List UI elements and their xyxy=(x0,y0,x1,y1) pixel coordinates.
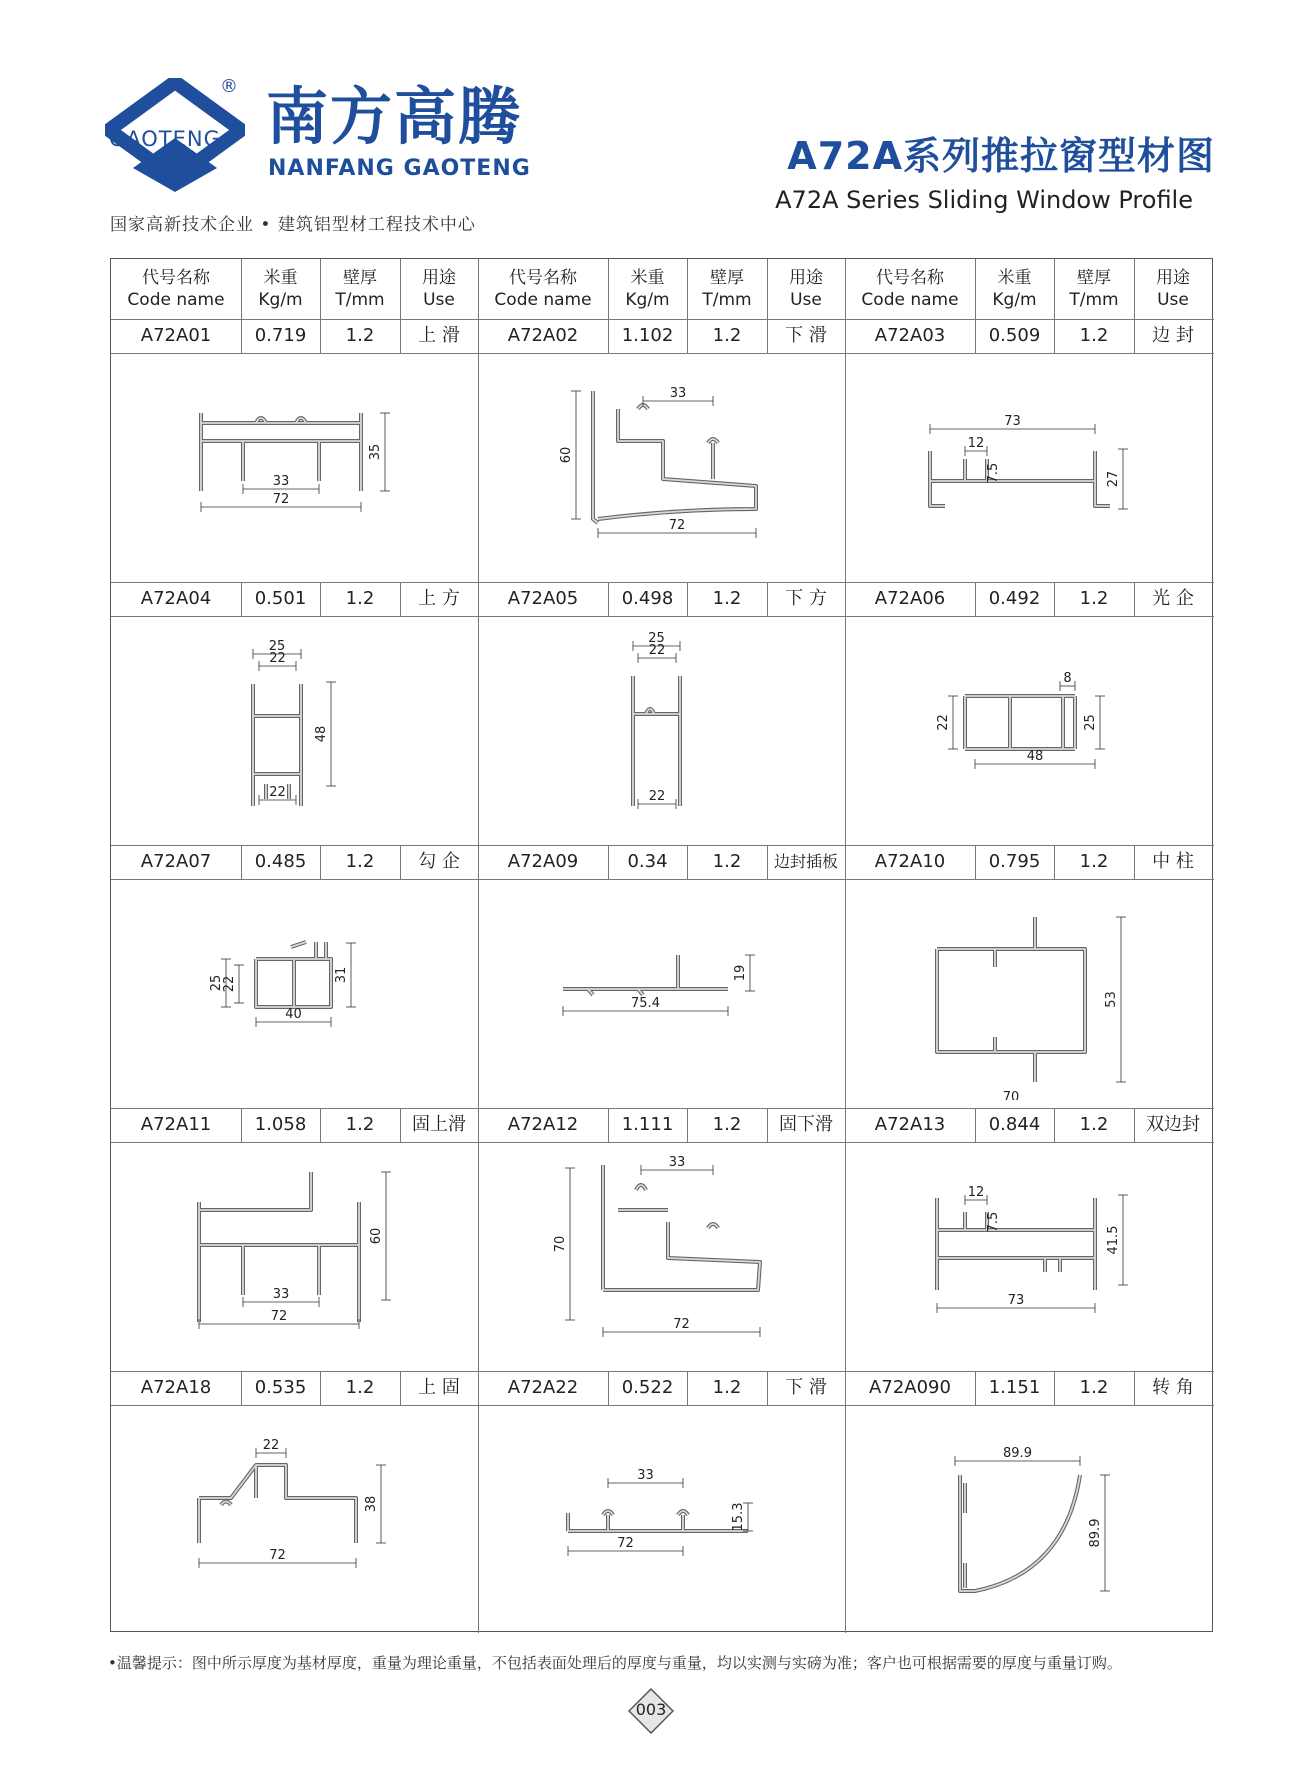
header-label-en: T/mm xyxy=(335,290,385,310)
profile-use: 下 滑 xyxy=(785,325,827,346)
profile-code: A72A07 xyxy=(140,851,212,872)
profile-weight: 0.485 xyxy=(254,851,307,872)
dimension-label: 22 xyxy=(648,643,666,658)
header-label-cn: 用途 xyxy=(422,268,456,288)
dimension-label: 15.3 xyxy=(731,1502,746,1532)
profile-thickness: 1.2 xyxy=(712,325,742,346)
dimension-label: 89.9 xyxy=(1088,1518,1103,1548)
header-label-cn: 代号名称 xyxy=(876,268,944,288)
profile-thickness: 1.2 xyxy=(712,851,742,872)
profile-use: 双边封 xyxy=(1146,1114,1200,1135)
profile-catalog-table xyxy=(110,258,1213,1632)
table-rule xyxy=(1134,319,1135,353)
profile-drawing xyxy=(498,887,825,1100)
table-rule xyxy=(767,319,768,353)
profile-thickness: 1.2 xyxy=(345,1114,375,1135)
table-rule xyxy=(975,1108,976,1142)
profile-thickness: 1.2 xyxy=(1079,851,1109,872)
column-header xyxy=(845,267,975,311)
table-rule xyxy=(111,1405,1214,1406)
table-rule xyxy=(608,582,609,616)
header-label-en: Use xyxy=(423,290,455,310)
profile-thickness: 1.2 xyxy=(712,1114,742,1135)
header-label-en: Kg/m xyxy=(992,290,1037,310)
table-rule xyxy=(608,319,609,353)
dimension-label: 27 xyxy=(1106,470,1121,488)
profile-code: A72A10 xyxy=(874,851,946,872)
dimension-label: 60 xyxy=(559,446,574,464)
profile-use: 固上滑 xyxy=(412,1114,466,1135)
profile-use: 光 企 xyxy=(1152,588,1194,609)
table-rule xyxy=(1054,319,1055,353)
table-rule xyxy=(687,1108,688,1142)
profile-drawing xyxy=(865,1413,1192,1626)
table-rule xyxy=(320,582,321,616)
table-rule xyxy=(400,1371,401,1405)
header-label-en: Code name xyxy=(127,290,225,310)
dimension-label: 22 xyxy=(648,789,666,804)
dimension-label: 48 xyxy=(1026,749,1044,764)
table-rule xyxy=(975,582,976,616)
header-label-en: Code name xyxy=(494,290,592,310)
profile-use: 边 封 xyxy=(1152,325,1194,346)
profile-thickness: 1.2 xyxy=(345,851,375,872)
profile-drawing xyxy=(865,361,1192,574)
profile-cross-section xyxy=(865,624,1192,837)
table-rule xyxy=(975,1371,976,1405)
table-rule xyxy=(608,845,609,879)
profile-use: 上 方 xyxy=(418,588,460,609)
header-label-cn: 壁厚 xyxy=(710,268,744,288)
profile-thickness: 1.2 xyxy=(345,588,375,609)
profile-use: 上 固 xyxy=(418,1377,460,1398)
profile-code: A72A18 xyxy=(140,1377,212,1398)
profile-code: A72A05 xyxy=(507,588,579,609)
profile-cross-section xyxy=(498,887,825,1100)
column-header xyxy=(767,267,845,311)
dimension-label: 70 xyxy=(1002,1090,1020,1100)
table-rule xyxy=(767,845,768,879)
dimension-label: 7.5 xyxy=(986,1211,1001,1233)
dimension-label: 25 xyxy=(268,639,286,654)
column-header xyxy=(1054,267,1134,311)
profile-cross-section xyxy=(131,624,458,837)
profile-thickness: 1.2 xyxy=(345,1377,375,1398)
brand-name-en: NANFANG GAOTENG xyxy=(268,156,531,181)
profile-use: 固下滑 xyxy=(779,1114,833,1135)
table-rule xyxy=(241,259,242,319)
dimension-label: 25 xyxy=(648,631,665,646)
table-rule xyxy=(608,259,609,319)
profile-thickness: 1.2 xyxy=(345,325,375,346)
dimension-label: 72 xyxy=(617,1536,634,1551)
table-rule xyxy=(608,1108,609,1142)
profile-thickness: 1.2 xyxy=(1079,588,1109,609)
profile-cross-section xyxy=(865,361,1192,574)
dimension-label: 89.9 xyxy=(1003,1446,1032,1461)
profile-use: 下 方 xyxy=(785,588,827,609)
header-label-cn: 壁厚 xyxy=(343,268,377,288)
dimension-label: 22 xyxy=(936,714,951,731)
dimension-label: 40 xyxy=(285,1007,302,1022)
profile-cross-section xyxy=(131,361,458,574)
brand-name-cn: 南方高腾 xyxy=(266,80,523,153)
table-rule xyxy=(241,845,242,879)
profile-weight: 0.498 xyxy=(621,588,674,609)
dimension-label: 31 xyxy=(334,966,349,984)
table-rule xyxy=(975,319,976,353)
profile-weight: 0.501 xyxy=(254,588,307,609)
dimension-label: 12 xyxy=(967,1185,985,1200)
profile-thickness: 1.2 xyxy=(712,1377,742,1398)
dimension-label: 33 xyxy=(668,1155,686,1170)
dimension-label: 70 xyxy=(553,1235,568,1253)
table-rule xyxy=(767,1371,768,1405)
table-rule xyxy=(1054,845,1055,879)
header-label-en: Use xyxy=(790,290,822,310)
profile-code: A72A02 xyxy=(507,325,579,346)
table-rule xyxy=(400,845,401,879)
table-rule xyxy=(241,582,242,616)
profile-code: A72A03 xyxy=(874,325,946,346)
column-header xyxy=(1134,267,1212,311)
profile-weight: 0.795 xyxy=(988,851,1041,872)
table-rule xyxy=(687,319,688,353)
table-rule xyxy=(320,1371,321,1405)
profile-drawing xyxy=(131,624,458,837)
profile-use: 下 滑 xyxy=(785,1377,827,1398)
profile-cross-section xyxy=(498,1413,825,1626)
table-rule xyxy=(687,259,688,319)
table-rule xyxy=(1054,1108,1055,1142)
dimension-label: 33 xyxy=(272,474,290,489)
dimension-label: 25 xyxy=(209,974,224,992)
profile-cross-section xyxy=(498,624,825,837)
table-rule xyxy=(241,1371,242,1405)
table-rule xyxy=(975,259,976,319)
dimension-label: 19 xyxy=(733,964,748,982)
logo-text: GAOTENG xyxy=(109,127,221,151)
profile-cross-section xyxy=(865,887,1192,1100)
profile-weight: 0.719 xyxy=(254,325,307,346)
table-rule xyxy=(1134,1108,1135,1142)
profile-drawing xyxy=(131,1413,458,1626)
profile-cross-section xyxy=(498,1150,825,1363)
profile-code: A72A06 xyxy=(874,588,946,609)
profile-code: A72A04 xyxy=(140,588,212,609)
table-rule xyxy=(1054,582,1055,616)
table-rule xyxy=(320,845,321,879)
header-label-cn: 代号名称 xyxy=(509,268,577,288)
profile-drawing xyxy=(131,887,458,1100)
header-label-cn: 米重 xyxy=(630,268,665,288)
dimension-label: 73 xyxy=(1004,414,1021,429)
header-label-cn: 用途 xyxy=(789,268,823,288)
dimension-label: 73 xyxy=(1007,1293,1025,1308)
table-rule xyxy=(767,582,768,616)
dimension-label: 38 xyxy=(364,1495,379,1513)
dimension-label: 72 xyxy=(673,1317,690,1332)
table-rule xyxy=(111,353,1214,354)
header-label-en: Code name xyxy=(861,290,959,310)
dimension-label: 53 xyxy=(1104,991,1119,1008)
dimension-label: 8 xyxy=(1063,671,1072,686)
table-rule xyxy=(320,259,321,319)
profile-drawing xyxy=(131,361,458,574)
table-rule xyxy=(975,845,976,879)
profile-code: A72A13 xyxy=(874,1114,946,1135)
dimension-label: 22 xyxy=(269,651,286,666)
table-rule xyxy=(845,259,846,1633)
column-header xyxy=(608,267,687,311)
profile-code: A72A11 xyxy=(140,1114,212,1135)
table-rule xyxy=(687,582,688,616)
profile-drawing xyxy=(498,1150,825,1363)
profile-drawing xyxy=(865,887,1192,1100)
dimension-label: 60 xyxy=(369,1227,384,1245)
table-rule xyxy=(400,259,401,319)
profile-cross-section xyxy=(131,887,458,1100)
profile-use: 边封插板 xyxy=(773,852,838,871)
table-rule xyxy=(111,616,1214,617)
profile-weight: 0.844 xyxy=(988,1114,1041,1135)
column-header xyxy=(400,267,478,311)
dimension-label: 48 xyxy=(314,725,329,743)
dimension-label: 72 xyxy=(270,1309,288,1324)
dimension-label: 7.5 xyxy=(986,462,1001,484)
profile-weight: 0.522 xyxy=(621,1377,674,1398)
table-rule xyxy=(111,1142,1214,1143)
column-header xyxy=(687,267,767,311)
profile-thickness: 1.2 xyxy=(712,588,742,609)
header-label-en: Kg/m xyxy=(625,290,670,310)
profile-cross-section xyxy=(498,361,825,574)
table-rule xyxy=(687,845,688,879)
table-rule xyxy=(478,259,479,1633)
dimension-label: 75.4 xyxy=(631,996,660,1011)
profile-drawing xyxy=(498,624,825,837)
column-header xyxy=(241,267,320,311)
table-rule xyxy=(241,1108,242,1142)
table-rule xyxy=(400,1108,401,1142)
column-header xyxy=(320,267,400,311)
profile-use: 勾 企 xyxy=(418,851,460,872)
dimension-label: 72 xyxy=(269,1548,286,1563)
profile-use: 中 柱 xyxy=(1152,851,1194,872)
table-rule xyxy=(1054,259,1055,319)
table-rule xyxy=(1134,582,1135,616)
header-label-cn: 用途 xyxy=(1156,268,1190,288)
profile-code: A72A22 xyxy=(507,1377,579,1398)
profile-drawing xyxy=(498,1413,825,1626)
header-label-cn: 米重 xyxy=(997,268,1032,288)
dimension-label: 33 xyxy=(669,386,687,401)
table-rule xyxy=(1054,1371,1055,1405)
table-rule xyxy=(687,1371,688,1405)
table-rule xyxy=(111,879,1214,880)
dimension-label: 22 xyxy=(262,1438,280,1453)
profile-cross-section xyxy=(131,1413,458,1626)
profile-cross-section xyxy=(865,1150,1192,1363)
profile-weight: 0.509 xyxy=(988,325,1041,346)
profile-weight: 1.102 xyxy=(621,325,674,346)
profile-cross-section xyxy=(131,1150,458,1363)
page-number: 003 xyxy=(635,1700,667,1719)
dimension-label: 35 xyxy=(368,443,383,461)
dimension-label: 33 xyxy=(637,1468,654,1483)
profile-weight: 0.535 xyxy=(254,1377,307,1398)
profile-code: A72A09 xyxy=(507,851,579,872)
table-rule xyxy=(608,1371,609,1405)
table-rule xyxy=(767,259,768,319)
tagline: 国家高新技术企业 • 建筑铝型材工程技术中心 xyxy=(110,215,476,235)
header-label-cn: 壁厚 xyxy=(1077,268,1111,288)
header-label-en: Use xyxy=(1157,290,1189,310)
header-label-en: T/mm xyxy=(1069,290,1119,310)
registered-mark: ® xyxy=(220,76,238,97)
table-rule xyxy=(1134,845,1135,879)
table-rule xyxy=(320,1108,321,1142)
page-title-cn: A72A系列推拉窗型材图 xyxy=(787,134,1215,178)
dimension-label: 72 xyxy=(272,492,290,507)
table-rule xyxy=(400,319,401,353)
profile-weight: 1.151 xyxy=(988,1377,1041,1398)
profile-weight: 0.492 xyxy=(988,588,1041,609)
footnote: •温馨提示：图中所示厚度为基材厚度，重量为理论重量，不包括表面处理后的厚度与重量，均以实测与实磅为准；客户也可根据需要的厚度与重量订购。 xyxy=(108,1654,1122,1672)
table-rule xyxy=(1134,1371,1135,1405)
profile-drawing xyxy=(865,624,1192,837)
dimension-label: 22 xyxy=(222,975,237,993)
profile-weight: 0.34 xyxy=(627,851,668,872)
profile-drawing xyxy=(865,1150,1192,1363)
dimension-label: 22 xyxy=(269,785,286,800)
profile-code: A72A090 xyxy=(869,1377,951,1398)
table-rule xyxy=(1134,259,1135,319)
dimension-label: 33 xyxy=(272,1287,290,1302)
column-header xyxy=(975,267,1054,311)
profile-weight: 1.111 xyxy=(621,1114,674,1135)
profile-use: 上 滑 xyxy=(418,325,460,346)
profile-thickness: 1.2 xyxy=(1079,1377,1109,1398)
header-label-en: T/mm xyxy=(702,290,752,310)
dimension-label: 25 xyxy=(1083,714,1098,731)
column-header xyxy=(478,267,608,311)
page-title-en: A72A Series Sliding Window Profile xyxy=(775,186,1193,214)
header-label-cn: 代号名称 xyxy=(142,268,210,288)
profile-use: 转 角 xyxy=(1152,1377,1194,1398)
profile-drawing xyxy=(498,361,825,574)
table-rule xyxy=(767,1108,768,1142)
profile-code: A72A12 xyxy=(507,1114,579,1135)
profile-thickness: 1.2 xyxy=(1079,1114,1109,1135)
dimension-label: 72 xyxy=(668,518,686,533)
table-rule xyxy=(320,319,321,353)
profile-drawing xyxy=(131,1150,458,1363)
dimension-label: 12 xyxy=(967,436,985,451)
profile-cross-section xyxy=(865,1413,1192,1626)
profile-weight: 1.058 xyxy=(254,1114,307,1135)
header-label-cn: 米重 xyxy=(263,268,298,288)
table-rule xyxy=(241,319,242,353)
profile-thickness: 1.2 xyxy=(1079,325,1109,346)
profile-code: A72A01 xyxy=(140,325,212,346)
table-rule xyxy=(400,582,401,616)
header-label-en: Kg/m xyxy=(258,290,303,310)
dimension-label: 41.5 xyxy=(1106,1225,1121,1255)
column-header xyxy=(111,267,241,311)
